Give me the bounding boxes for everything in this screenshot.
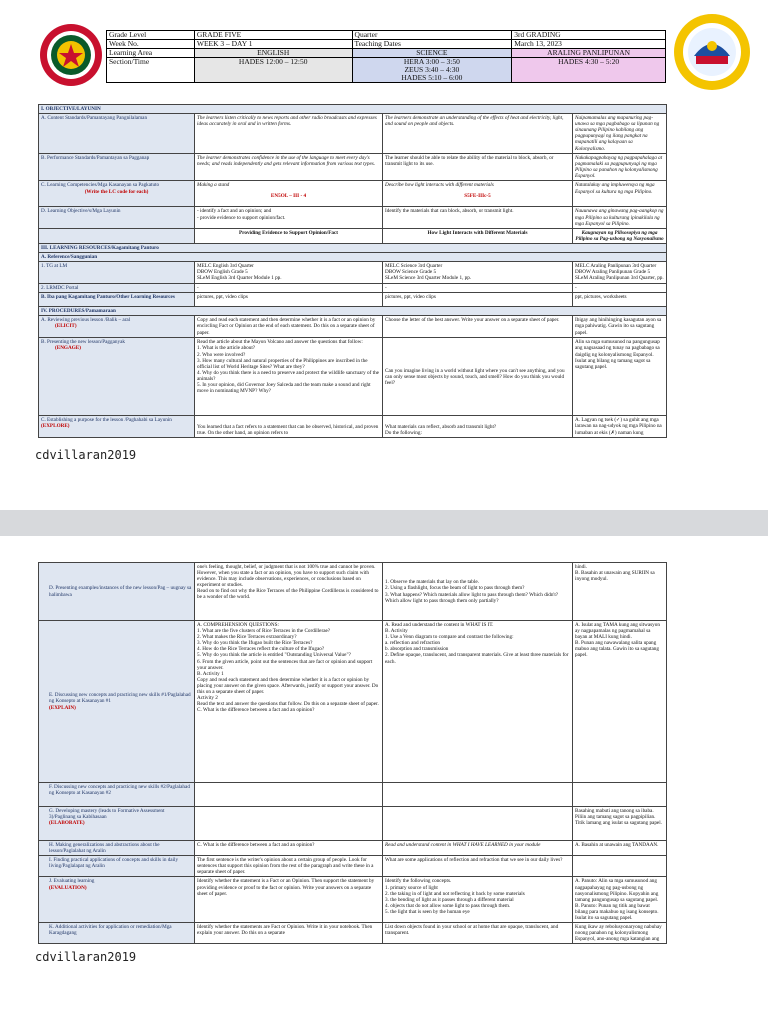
- week-label: Week No.: [107, 40, 195, 49]
- english-header: ENGLISH: [194, 49, 352, 58]
- grade-label: Grade Level: [107, 31, 195, 40]
- step-d-science-3: 3. What happens? Which materials allow light to pass through them? Which didn't? Which allow light to pass through them only partially?: [385, 591, 559, 604]
- quarter-value: 3rd GRADING: [512, 31, 666, 40]
- competencies-note: (Write the LC code for each): [84, 188, 149, 195]
- step-f-english: [195, 783, 383, 807]
- step-i-science: What are some applications of reflection and refraction that we see in our daily lives?: [383, 856, 573, 877]
- lrmdc-label: 2. LRMDC Portal: [39, 284, 195, 293]
- other-resources-science: pictures, ppt, video clips: [383, 293, 573, 307]
- lrmdc-english: -: [195, 284, 383, 293]
- competencies-science: [383, 181, 573, 207]
- ap-time: HADES 4:30 – 5:20: [512, 58, 666, 83]
- step-d-science-1: 1. Observe the materials that lay on the table.: [385, 579, 479, 586]
- step-e-english-1: A. COMPREHENSION QUESTIONS:: [197, 622, 279, 628]
- content-standards-ap: Naipamamalas ang mapanuring pag-unawa sa mga pagbabago sa lipunan ng sinaunang Pilipino kabilang ang pagpupunyagi ng ilang pangkat na mapanatili ang kalayaan sa Kolonyalismo.: [573, 114, 667, 154]
- step-d-english-2: Read on to find out why the Rice Terraces of the Philippine Cordilleras is considered to be a wonder of the world.: [197, 588, 379, 601]
- quarter-label: Quarter: [352, 31, 512, 40]
- step-g-label: G. Developing mastery (leads to Formative Assessment 3)/Paglinang sa Kabihasaan: [49, 808, 165, 821]
- step-c-english: You learned that a fact refers to a statement that can be observed, historical, and proven true. On the other hand, an opinion refers to: [195, 416, 383, 438]
- learning-objectives-label: D. Learning Objective/s/Mga Layunin: [39, 207, 195, 228]
- step-d-label: D. Presenting examples/instances of the new lesson/Pag – uugnay sa halimbawa: [39, 563, 195, 621]
- ref-english-2: DBOW English Grade 5: [197, 269, 248, 276]
- other-resources-english: pictures, ppt, video clips: [195, 293, 383, 307]
- science-time-3: HADES 5:10 – 6:00: [401, 73, 463, 82]
- step-c-science-2: Do the following:: [385, 430, 422, 437]
- topic-ap: Kaugnayan ng Pilisosopiya ng mga Pilipino sa Pag-usbong ng Nasyonalismo: [573, 228, 667, 243]
- step-a-tag: (ELICIT): [55, 323, 77, 330]
- step-e-english-9: Copy and read each statement and then determine whether it is a fact or opinion by placing your answer on the given space. Afterwards, justify or support your answer. Do this on a separate sheet of paper.: [197, 676, 379, 696]
- competency-english-text: Making a stand: [197, 182, 230, 189]
- grade-value: GRADE FIVE: [194, 31, 352, 40]
- ref-ap-2: DBOW Araling Panlipunan Grade 5: [575, 269, 651, 276]
- step-a-cell: [39, 316, 195, 338]
- step-e-english: [195, 621, 383, 783]
- competency-english-code: EN5OL – III - 4: [270, 192, 307, 199]
- step-d-ap-2: B. Basahin at unawain ang SURIIN sa inyong modyul.: [575, 570, 655, 583]
- tg-lm-ap: [573, 262, 667, 284]
- topic-english: Providing Evidence to Support Opinion/Fact: [195, 228, 383, 243]
- step-j-cell: [39, 877, 195, 923]
- week-value: WEEK 3 – DAY 1: [194, 40, 352, 49]
- content-standards-label: A. Content Standards/Pamantayang Pangnilalaman: [39, 114, 195, 154]
- step-e-english-3: 2. What makes the Rice Terraces extraordinary?: [197, 634, 297, 641]
- tg-lm-english: [195, 262, 383, 284]
- section-label: Section/Time: [107, 58, 195, 83]
- step-f-ap: [573, 783, 667, 807]
- ref-ap-1: MELC Araling Panlipunan 3rd Quarter: [575, 263, 657, 270]
- ref-english-3: SLeM English 3rd Quarter Module 1 pp.: [197, 275, 282, 282]
- page-1: [0, 0, 768, 510]
- step-j-science-3: 2. the taking in of light and not reflecting it back by some materials: [385, 890, 525, 897]
- dll-table-page-1: [38, 104, 667, 438]
- science-time-1: HERA 3:00 – 3:50: [403, 57, 460, 66]
- learning-objectives-english: [195, 207, 383, 228]
- step-e-cell: [39, 621, 195, 783]
- step-g-tag: (ELABORATE): [49, 820, 85, 827]
- step-b-english-2: 1. What is the article about?: [197, 345, 256, 352]
- step-e-english-8: B. Activity 1: [197, 670, 224, 677]
- ref-science-1: MELC Science 3rd Quarter: [385, 263, 443, 270]
- step-c-cell: [39, 416, 195, 438]
- area-label: Learning Area: [107, 49, 195, 58]
- step-b-english-6: 5. In your opinion, did Governor Joey Salceda and the team make a sound and right move in nominating MVNP? Why?: [197, 381, 371, 395]
- science-times: [352, 58, 512, 83]
- step-g-cell: [39, 807, 195, 841]
- step-e-english-10: Activity 2: [197, 695, 218, 702]
- step-j-science-5: 4. objects that do not allow some light to pass through them.: [385, 902, 511, 909]
- step-j-label: J. Evaluating learning: [49, 878, 95, 885]
- step-e-english-7: 6. From the given article, point out the sentences that are fact or opinion and support your answer.: [197, 658, 373, 671]
- step-d-science-2: 2. Using a flashlight, focus the beam of light to pass through them?: [385, 585, 525, 592]
- step-j-english: Identify whether the statement is a Fact or an Opinion. Then support the statement by providing evidence or proof to the fact or opinion. Write your answers on a separate sheet of paper.: [195, 877, 383, 923]
- school-seal-left: [38, 22, 104, 88]
- ap-header: ARALING PANLIPUNAN: [512, 49, 666, 58]
- step-b-tag: (ENGAGE): [55, 345, 81, 352]
- step-e-ap-2: B. Punan ang nawawalang salita upang mabuo ang talata. Gawin ito sa sagutang papel.: [575, 640, 659, 659]
- tg-lm-science: [383, 262, 573, 284]
- step-k-label: K. Additional activities for application or remediation/Mga Karagdagang: [39, 923, 195, 944]
- content-standards-english: The learners listen critically to news reports and other radio broadcasts and expresses ideas accurately in oral and in written forms.: [195, 114, 383, 154]
- step-c-science-1: What materials can reflect, absorb and transmit light?: [385, 424, 497, 431]
- competency-science-text: Describe how light interacts with different materials: [385, 182, 494, 189]
- header-table: [106, 30, 666, 83]
- topic-label-blank: [39, 228, 195, 243]
- step-j-ap-2: B. Panuto: Punan ng titik ang bawat bilang para makabuo ng isang konsepto. Isulat ito sa sagutang papel.: [575, 902, 659, 922]
- performance-standards-label: B. Performance Standards/Pamantayan sa Pagganap: [39, 154, 195, 181]
- step-j-science-4: 3. the bending of light as it passes through a different material: [385, 896, 514, 903]
- step-i-english: The first sentence is the writer's opinion about a certain group of people. Look for sentences that support this opinion from the rest of the paragraph and write these in a separate sheet of paper.: [195, 856, 383, 877]
- step-b-english-5: 4. Why do you think there is a need to preserve and protect the wildlife sanctuary of the animals?: [197, 369, 379, 382]
- step-e-tag: (EXPLAIN): [49, 704, 76, 711]
- ref-ap-3: SLeM Araling Panlipunan 3rd Quarter, pp.: [575, 275, 664, 282]
- division-seal-right: [672, 12, 752, 92]
- step-c-tag: (EXPLORE): [41, 423, 70, 430]
- objective-english-2: - provide evidence to support opinion/fact.: [197, 214, 286, 221]
- objective-english-1: - identify a fact and an opinion; and: [197, 208, 272, 215]
- step-e-science-2: B. Activity: [385, 628, 408, 635]
- step-c-ap: A. Lagyan ng tsek (✓) sa guhit ang mga larawan na nag-udyok ng mga Pilipino na lumaban at ekis (✗) naman kung: [573, 416, 667, 438]
- step-b-cell: [39, 338, 195, 416]
- step-j-science-2: 1. primary source of light: [385, 884, 438, 891]
- step-g-english: [195, 807, 383, 841]
- step-d-ap: [573, 563, 667, 621]
- step-b-label: B. Presenting the new lesson/Pagganyak: [41, 339, 125, 346]
- step-e-science-6: 2. Define opaque, translucent, and transparent materials. Give at least three materials for each.: [385, 652, 569, 665]
- step-b-english-1: Read the article about the Mayon Volcano and answer the questions that follow:: [197, 339, 363, 346]
- step-e-english-5: 4. How do the Rice Terraces reflect the culture of the Ifugao?: [197, 646, 325, 653]
- step-h-ap: A. Basahin at unawain ang TANDAAN.: [573, 841, 667, 856]
- step-b-english-3: 2. Who were involved?: [197, 351, 246, 358]
- other-resources-ap: ppt, pictures, worksheets: [573, 293, 667, 307]
- step-e-english-4: 3. Why do you think the Ifugao built the Rice Terraces?: [197, 640, 313, 647]
- step-j-tag: (EVALUATION): [49, 884, 87, 891]
- ref-science-3: SLeM Science 3rd Quarter Module 1, pp.: [385, 275, 472, 282]
- objective-title: I. OBJECTIVE/LAYUNIN: [39, 105, 667, 114]
- step-g-science: [383, 807, 573, 841]
- step-a-english: Copy and read each statement and then determine whether it is a fact or an opinion by encircling Fact or Opinion at the end of each statement. Do this on a separate sheet of paper.: [195, 316, 383, 338]
- step-h-label: H. Making generalizations and abstractions about the lesson/Paglalahat ng Aralin: [39, 841, 195, 856]
- step-d-science: [383, 563, 573, 621]
- step-e-science-3: 1. Use a Venn diagram to compare and contrast the following:: [385, 634, 514, 641]
- step-g-ap: Basahing mabuti ang tanong sa ibaba. Piliin ang tamang sagot sa pagpipilian. Titik lamang ang isulat sa sagutang papel.: [573, 807, 667, 841]
- lrmdc-ap: -: [573, 284, 667, 293]
- performance-standards-english: The learner demonstrates confidence in the use of the language to meet every day's needs; and reads independently and gets relevant information from various text types.: [195, 154, 383, 181]
- step-e-science-5: b. absorption and transmission: [385, 646, 449, 653]
- step-d-english: [195, 563, 383, 621]
- step-c-science: [383, 416, 573, 438]
- step-h-english: C. What is the difference between a fact and an opinion?: [195, 841, 383, 856]
- english-time: HADES 12:00 – 12:50: [194, 58, 352, 83]
- watermark-page-1: cdvillaran2019: [35, 448, 137, 462]
- step-b-science: Can you imagine living in a world without light where you can't see anything, and you can only sense most objects by sound, touch, and smell? How do you think you would feel?: [383, 338, 573, 416]
- step-a-ap: Ibigay ang hinihinging kasagutan ayon sa mga pahiwatig. Gawin ito sa sagutang papel.: [573, 316, 667, 338]
- step-e-english-12: C. What is the difference between a fact and an opinion?: [197, 707, 315, 714]
- page-2: [0, 536, 768, 1024]
- competencies-ap: Natatalakay ang impluwensya ng mga Espanyol sa kultura ng mga Pilipino.: [573, 181, 667, 207]
- resources-title: III. LEARNING RESOURCES/Kagamitang Panturo: [39, 243, 667, 252]
- competencies-label: C. Learning Competencies/Mga Kasanayan sa Pagkatuto: [41, 182, 160, 189]
- step-e-english-11: Read the text and answer the questions that follow. Do this on a separate sheet of paper.: [197, 701, 379, 708]
- ref-english-1: MELC English 3rd Quarter: [197, 263, 254, 270]
- date-label: Teaching Dates: [352, 40, 512, 49]
- watermark-page-2: cdvillaran2019: [35, 950, 137, 964]
- science-header: SCIENCE: [352, 49, 512, 58]
- reference-label: A. Reference/Sanggunian: [39, 253, 667, 262]
- step-a-label: A. Reviewing previous lesson /Balik – aral: [41, 317, 131, 324]
- step-d-english-1: one's feeling, thought, belief, or judgment that is not 100% true and cannot be proven. However, when you state a fact or an opinion, you have to support such claim with evidence. This may include observations, experiences, or conclusions based on experiment or studies.: [197, 564, 376, 589]
- step-b-english: [195, 338, 383, 416]
- lrmdc-science: -: [383, 284, 573, 293]
- learning-objectives-ap: Nauunawa ang ginawang pag-aangkop ng mga Pilipino sa kulturang ipinakilala ng mga Espanyol sa Pilipino.: [573, 207, 667, 228]
- step-e-science: [383, 621, 573, 783]
- performance-standards-ap: Nakakapagpahayag ng pagpapahalaga at pagmamalaki sa pagpupunyagi ng mga Pilipino sa panahon ng kolonyalismong Espanyol.: [573, 154, 667, 181]
- step-a-science: Choose the letter of the best answer. Write your answer on a separate sheet of paper.: [383, 316, 573, 338]
- step-c-label: C. Establishing a purpose for the lesson /Paghahabi sa Layunin: [41, 417, 172, 424]
- step-j-science: [383, 877, 573, 923]
- step-e-ap-1: A. Isulat ang TAMA kung ang sitwasyon ay nagpapamalas ng pagmamahal sa bayan at MALI kung hindi.: [575, 622, 660, 641]
- step-j-ap: [573, 877, 667, 923]
- ref-science-2: DBOW Science Grade 5: [385, 269, 437, 276]
- step-f-label: F. Discussing new concepts and practicing new skills #2/Paglalahad ng Konsepto at Kasanayan #2: [39, 783, 195, 807]
- performance-standards-science: The learner should be able to relate the ability of the material to block, absorb, or transmit light to its use.: [383, 154, 573, 181]
- step-b-ap: Alin sa mga sumusunod na pangungusap ang nagsasaad ng tunay na pagbabago sa daigdig ng kolonyalismong Espanyol. Isulat ang bilang ng tamang sagot sa sagutang papel.: [573, 338, 667, 416]
- step-e-label: E. Discussing new concepts and practicing new skills #1/Paglalahad ng Konsepto at Kasanayan #1: [49, 692, 191, 705]
- step-e-ap: [573, 621, 667, 783]
- step-e-english-6: 5. Why do you think the article is entitled "Outstanding Universal Value"?: [197, 652, 351, 659]
- step-j-science-6: 5. the light that is seen by the human eye: [385, 908, 470, 915]
- step-b-english-4: 3. How many cultural and natural properties of the Philippines are inscribed in the official list of World Heritage Sites? What are they?: [197, 357, 368, 370]
- content-standards-science: The learners demonstrate an understanding of the effects of heat and electricity, light, and sound on people and objects.: [383, 114, 573, 154]
- dll-table-page-2: [38, 562, 667, 944]
- step-j-science-1: Identify the following concepts.: [385, 878, 452, 885]
- date-value: March 13, 2023: [512, 40, 666, 49]
- step-k-english: Identify whether the statements are Fact or Opinion. Write it in your notebook. Then explain your answer. Do this on a separate: [195, 923, 383, 944]
- step-e-english-2: 1. What are the five clusters of Rice Terraces in the Cordillerae?: [197, 628, 331, 635]
- step-h-science: Read and understand content in WHAT I HAVE LEARNED in your module: [383, 841, 573, 856]
- step-f-science: [383, 783, 573, 807]
- competencies-cell: [39, 181, 195, 207]
- step-i-label: I. Finding practical applications of concepts and skills in daily living/Paglalapat ng Aralin: [39, 856, 195, 877]
- topic-science: How Light Interacts with Different Materials: [383, 228, 573, 243]
- competencies-english: [195, 181, 383, 207]
- step-e-science-4: a. reflection and refraction: [385, 640, 441, 647]
- step-j-ap-1: A. Panuto: Alin sa mga sumusunod ang nagpapahayag ng pag-usbong ng nasyonalismong Pilipino. Kopyahin ang tamang pangungusap sa sagutang papel.: [575, 878, 659, 903]
- tg-lm-label: 1. TG at LM: [39, 262, 195, 284]
- science-time-2: ZEUS 3:40 – 4:30: [404, 65, 460, 74]
- step-d-ap-1: hindi.: [575, 564, 587, 570]
- procedures-title: IV. PROCEDURES/Pamamaraan: [39, 307, 667, 316]
- step-e-science-1: A. Read and understand the content in WHAT IS IT.: [385, 622, 494, 628]
- step-k-ap: Kung ikaw ay rebolusyonaryong nabuhay noong panahon ng kolonyalismong Espanyol, ano-anong mga katangian ang: [573, 923, 667, 944]
- step-i-ap: [573, 856, 667, 877]
- other-resources-label: B. Iba pang Kagamitang Panturo/Other Learning Resources: [39, 293, 195, 307]
- competency-science-code: S5FE-IIIc-5: [464, 192, 491, 199]
- step-k-science: List down objects found in your school or at home that are opaque, translucent, and transparent.: [383, 923, 573, 944]
- learning-objectives-science: Identify the materials that can block, absorb, or transmit light.: [383, 207, 573, 228]
